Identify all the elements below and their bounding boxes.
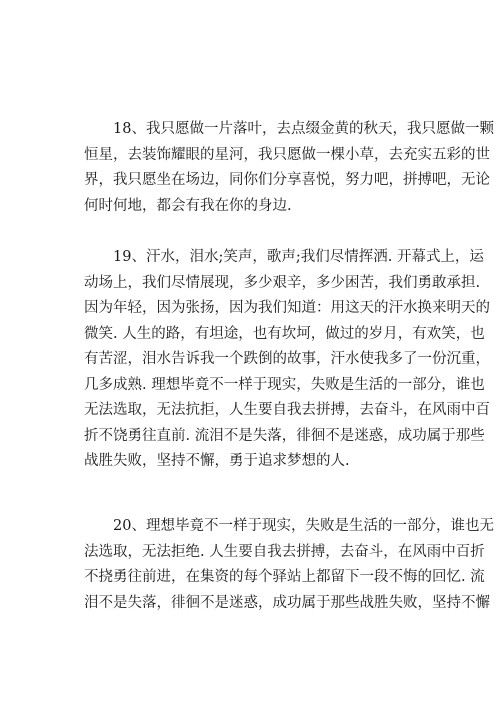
text-line: 几多成熟. 理想毕竟不一样于现实，失败是生活的一部分，谁也 xyxy=(84,376,485,393)
text-line: 有苦涩，泪水告诉我一个跌倒的故事，汗水使我多了一份沉重， xyxy=(84,351,490,367)
text-line: 18、我只愿做一片落叶，去点缀金黄的秋天，我只愿做一颗 xyxy=(84,121,494,137)
text-line: 无法选取，无法抗拒，人生要自我去拼搏，去奋斗，在风雨中百 xyxy=(84,402,490,418)
text-line: 法选取，无法拒绝. 人生要自我去拼搏，去奋斗，在风雨中百折 xyxy=(84,543,485,560)
text-line: 动场上，我们尽情展现，多少艰辛，多少困苦，我们勇敢承担. xyxy=(84,274,481,291)
text-line: 战胜失败，坚持不懈，勇于追求梦想的人. xyxy=(84,453,350,469)
text-line: 不挠勇往前进，在集资的每个驿站上都留下一段不悔的回忆. 流 xyxy=(84,569,485,585)
text-line: 折不饶勇往直前. 流泪不是失落，徘徊不是迷惑，成功属于那些 xyxy=(84,427,485,444)
text-line: 界，我只愿坐在场边，同你们分享喜悦，努力吧，拼搏吧，无论 xyxy=(84,172,490,188)
paragraph-18 xyxy=(84,117,494,219)
paragraph-19 xyxy=(84,245,490,475)
paragraph-20 xyxy=(84,514,494,616)
text-line: 微笑. 人生的路，有坦途，也有坎坷，做过的岁月，有欢笑，也 xyxy=(84,325,485,342)
text-line: 19、汗水，泪水;笑声，歌声;我们尽情挥洒. 开幕式上，运 xyxy=(84,249,484,265)
text-line: 20、理想毕竟不一样于现实，失败是生活的一部分，谁也无 xyxy=(84,518,494,534)
text-line: 恒星，去装饰耀眼的星河，我只愿做一棵小草，去充实五彩的世 xyxy=(84,146,490,163)
text-line: 何时何地，都会有我在你的身边. xyxy=(84,197,292,214)
text-line: 泪不是失落，徘徊不是迷惑，成功属于那些战胜失败，坚持不懈 xyxy=(84,594,490,611)
text-line: 因为年轻，因为张扬，因为我们知道：用这天的汗水换来明天的 xyxy=(84,300,490,316)
